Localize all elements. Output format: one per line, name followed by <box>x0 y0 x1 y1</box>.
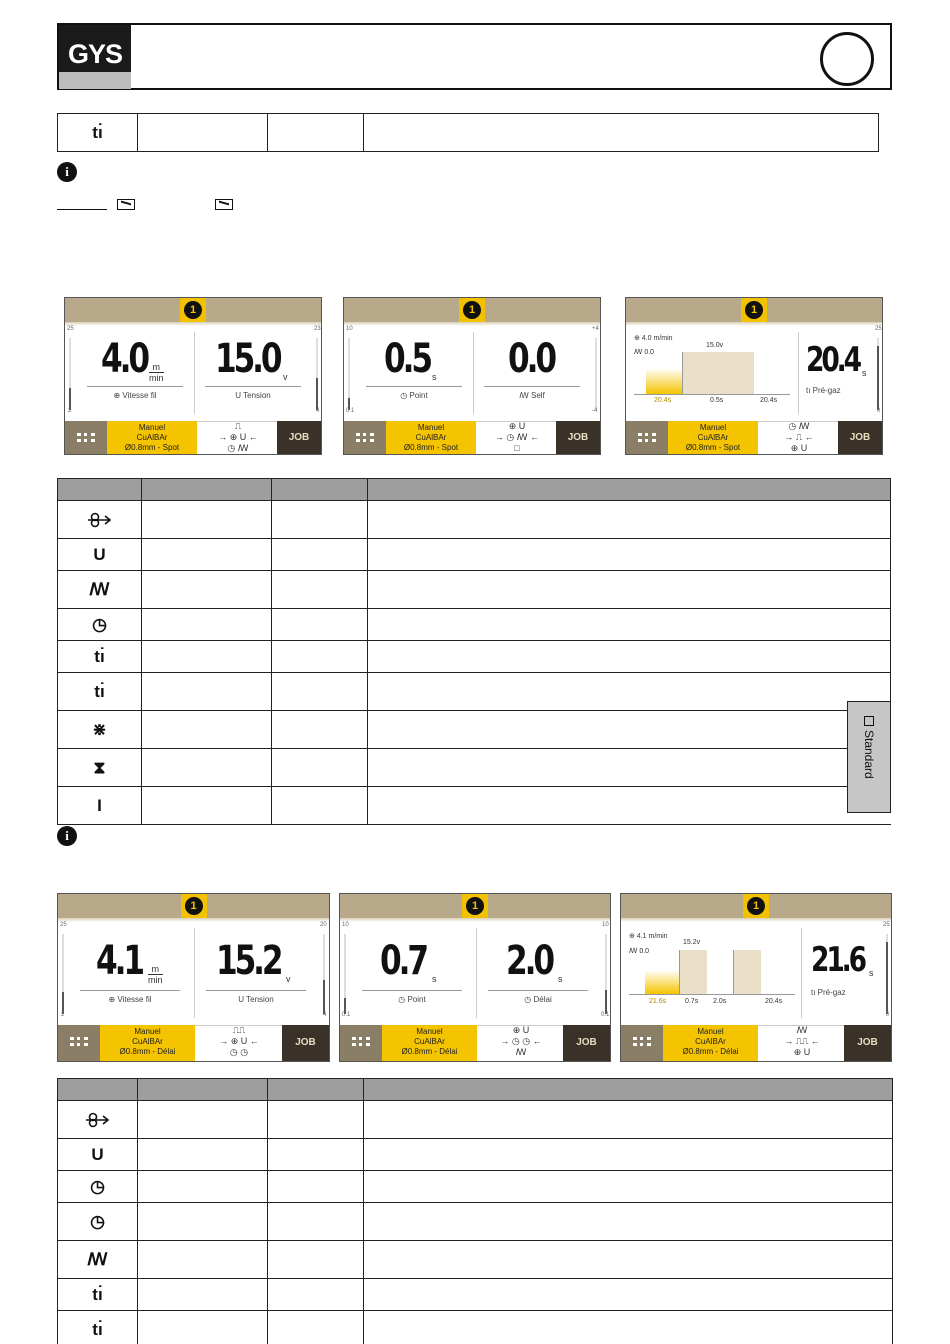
trigger-switch-icon <box>117 199 135 210</box>
info-icon: i <box>57 826 77 846</box>
wire-speed-value: 4.0 <box>101 336 147 382</box>
parameter-navigator[interactable]: ⎍⎍ → ⊕ U ← ◷ ◷ <box>219 1025 259 1057</box>
mode-label: Manuel CuAlBAr Ø0.8mm - Spot <box>386 421 476 454</box>
program-badge-icon: 1 <box>743 894 769 918</box>
clock-icon: ◷ <box>58 609 142 641</box>
table-row <box>58 711 891 749</box>
tension-icon: U <box>58 1139 138 1171</box>
post-gas-icon: tı̇ <box>58 673 142 711</box>
wire-speed-label: ⊕ Vitesse fil <box>108 995 152 1004</box>
pre-gas-table <box>57 113 879 152</box>
clock-icon: ◷ <box>58 1203 138 1241</box>
self-label: ꟿ Self <box>519 391 545 400</box>
job-button[interactable]: JOB <box>838 421 882 454</box>
mode-label: Manuel CuAlBAr Ø0.8mm - Délai <box>100 1025 195 1061</box>
job-button[interactable]: JOB <box>563 1025 610 1061</box>
table-row <box>58 1171 893 1203</box>
program-badge-icon: 1 <box>181 894 207 918</box>
table-row <box>58 114 879 152</box>
table-row <box>58 1203 893 1241</box>
delay-label: ◷ Délai <box>524 995 552 1004</box>
chapter-circle <box>820 32 874 86</box>
table-row <box>58 1241 893 1279</box>
wire-feed-icon <box>58 1101 138 1139</box>
menu-button[interactable] <box>58 1025 100 1061</box>
wire-speed-value: 4.1 <box>96 938 142 984</box>
table-row <box>58 673 891 711</box>
job-button[interactable]: JOB <box>282 1025 329 1061</box>
table-row <box>58 641 891 673</box>
wire-speed-label: ⊕ Vitesse fil <box>113 391 157 400</box>
delay-value: 2.0 <box>506 938 552 984</box>
self-icon: ꟿ <box>58 571 142 609</box>
pre-gas-label: tı Pré-gaz <box>806 386 841 395</box>
table-row <box>58 1101 893 1139</box>
point-label: ◷ Point <box>398 995 426 1004</box>
mode-label: Manuel CuAlBAr Ø0.8mm - Délai <box>663 1025 758 1061</box>
table-row <box>58 749 891 787</box>
menu-button[interactable] <box>621 1025 663 1061</box>
program-badge-icon: 1 <box>180 298 206 322</box>
job-button[interactable]: JOB <box>277 421 321 454</box>
pre-gas-value: 20.4 <box>806 340 859 380</box>
info-icon: i <box>57 162 77 182</box>
table-row <box>58 787 891 825</box>
self-value: 0.0 <box>508 336 554 382</box>
point-label: ◷ Point <box>400 391 428 400</box>
pre-gas-label: tı Pré-gaz <box>811 988 846 997</box>
screen-spot-graph: 1 ⊕ 4.0 m/min ꟿ 0.0 15.0v 20.4s 0.5s 20.4s 20.4 s tı Pré-gaz 25 0 Manuel CuAlBAr Ø0.8mm - Spot ◷ ꟿ → ⎍ ← ⊕ U JOB <box>625 297 883 455</box>
arc-length-icon: ⋇ <box>58 711 142 749</box>
menu-button[interactable] <box>340 1025 382 1061</box>
standard-side-tab <box>847 701 891 813</box>
wire-feed-icon <box>58 501 142 539</box>
page-header <box>57 23 892 90</box>
program-badge-icon: 1 <box>741 298 767 322</box>
program-badge-icon: 1 <box>462 894 488 918</box>
standard-label: Standard <box>862 730 876 779</box>
screen-delay-graph: 1 ⊕ 4.1 m/min ꟿ 0.0 15.2v 21.6s 0.7s 2.0s 20.4s 21.6 s tı Pré-gaz 25 0 Manuel CuAlBAr Ø0.8mm - Délai ꟿ → ⎍⎍ ← ⊕ U JOB <box>620 893 892 1062</box>
self-icon: ꟿ <box>58 1241 138 1279</box>
parameter-navigator[interactable]: ꟿ → ⎍⎍ ← ⊕ U <box>784 1025 820 1057</box>
table-row <box>58 1311 893 1344</box>
arc-dynamic-icon: ⧗ <box>58 749 142 787</box>
pre-gas-icon: tı̇ <box>58 641 142 673</box>
screen-spot-wire-voltage: 1 25 2 4.0 m min ⊕ Vitesse fil 15.0 v U Tension 23 4 Manuel CuAlBAr Ø0.8mm - Spot ⎍ → ⊕ U ← ◷ ꟿ JOB <box>64 297 322 455</box>
table-row <box>58 1139 893 1171</box>
current-icon: I <box>58 787 142 825</box>
screen-delay-wire-voltage: 1 25 2 4.1 m min ⊕ Vitesse fil 15.2 v U Tension 20 4 Manuel CuAlBAr Ø0.8mm - Délai ⎍⎍ → ⊕ U ← ◷ ◷ JOB <box>57 893 330 1062</box>
mode-label: Manuel CuAlBAr Ø0.8mm - Spot <box>107 421 197 454</box>
point-value: 0.5 <box>384 336 430 382</box>
voltage-label: U Tension <box>235 391 271 400</box>
pre-gas-value: 21.6 <box>811 940 864 980</box>
table-row <box>58 1279 893 1311</box>
screen-delay-point-delay: 1 10 0.1 0.7 s ◷ Point 2.0 s ◷ Délai 10 0.1 Manuel CuAlBAr Ø0.8mm - Délai ⊕ U → ◷ ◷ ← ꟿ JOB <box>339 893 611 1062</box>
screen-spot-point-self: 1 10 0.1 0.5 s ◷ Point 0.0 ꟿ Self +4 -4 Manuel CuAlBAr Ø0.8mm - Spot ⊕ U → ◷ ꟿ ← □ JOB <box>343 297 601 455</box>
mode-icon <box>864 716 874 726</box>
table-row <box>58 571 891 609</box>
parameter-navigator[interactable]: ⊕ U → ◷ ◷ ← ꟿ <box>500 1025 542 1057</box>
table-row <box>58 609 891 641</box>
program-badge-icon: 1 <box>459 298 485 322</box>
trigger-switch-icon <box>215 199 233 210</box>
table-row <box>58 539 891 571</box>
parameter-navigator[interactable]: ◷ ꟿ → ⎍ ← ⊕ U <box>784 421 814 453</box>
mode-label: Manuel CuAlBAr Ø0.8mm - Spot <box>668 421 758 454</box>
menu-button[interactable] <box>626 421 668 454</box>
menu-button[interactable] <box>65 421 107 454</box>
voltage-value: 15.2 <box>216 938 281 984</box>
tension-icon: U <box>58 539 142 571</box>
table-row <box>58 501 891 539</box>
job-button[interactable]: JOB <box>844 1025 891 1061</box>
clock-icon: ◷ <box>58 1171 138 1203</box>
post-gas-icon: tı̇ <box>58 1311 138 1344</box>
voltage-value: 15.0 <box>215 336 280 382</box>
pre-gas-icon: tı̇ <box>58 1279 138 1311</box>
parameter-navigator[interactable]: ⊕ U → ◷ ꟿ ← □ <box>494 421 540 453</box>
voltage-label: U Tension <box>238 995 274 1004</box>
menu-button[interactable] <box>344 421 386 454</box>
parameter-navigator[interactable]: ⎍ → ⊕ U ← ◷ ꟿ <box>218 421 258 453</box>
gys-logo: GYS <box>59 25 131 89</box>
job-button[interactable]: JOB <box>556 421 600 454</box>
pre-gas-icon: tı̇ <box>58 114 138 152</box>
delay-parameters-table <box>57 1078 893 1344</box>
spot-parameters-table <box>57 478 891 825</box>
mode-label: Manuel CuAlBAr Ø0.8mm - Délai <box>382 1025 477 1061</box>
point-value: 0.7 <box>380 938 426 984</box>
